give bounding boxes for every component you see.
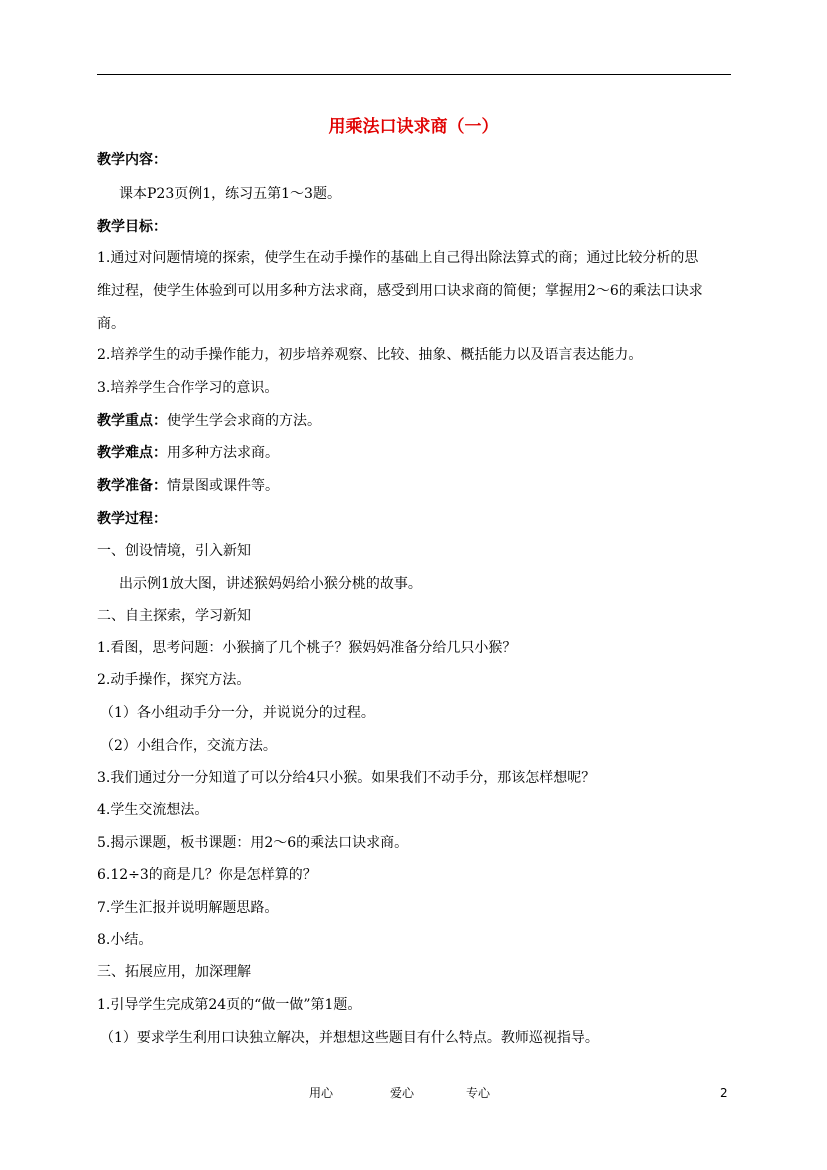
difficulty-point: 教学难点：用多种方法求商。 — [97, 445, 279, 461]
goals-heading: 教学目标： — [97, 219, 167, 235]
step-8: 8.小结。 — [97, 932, 153, 948]
section-3-heading: 三、拓展应用，加深理解 — [97, 964, 251, 980]
content-heading: 教学内容： — [97, 152, 167, 168]
content-text: 课本P23页例1，练习五第1～3题。 — [119, 186, 341, 202]
goal-1-line-1: 1.通过对问题情境的探索，使学生在动手操作的基础上自己得出除法算式的商；通过比较分析的思 — [97, 250, 699, 266]
section-2-heading: 二、自主探索，学习新知 — [97, 608, 251, 624]
step-7: 7.学生汇报并说明解题思路。 — [97, 900, 279, 916]
goal-1-line-2: 维过程，使学生体验到可以用多种方法求商，感受到用口诀求商的简便；掌握用2～6的乘法口诀求 — [97, 283, 703, 299]
preparation: 教学准备：情景图或课件等。 — [97, 478, 279, 494]
process-heading: 教学过程： — [97, 511, 167, 527]
key-point: 教学重点：使学生学会求商的方法。 — [97, 413, 321, 429]
step-2: 2.动手操作，探究方法。 — [97, 672, 251, 688]
step-5: 5.揭示课题，板书课题：用2～6的乘法口诀求商。 — [97, 835, 409, 851]
footer-motto-1: 用心 — [309, 1086, 334, 1100]
goal-2: 2.培养学生的动手操作能力，初步培养观察、比较、抽象、概括能力以及语言表达能力。 — [97, 347, 643, 363]
step-2b: （2）小组合作，交流方法。 — [100, 738, 277, 754]
exercise-1a: （1）要求学生利用口诀独立解决，并想想这些题目有什么特点。教师巡视指导。 — [100, 1030, 599, 1046]
footer-motto-2: 爱心 — [390, 1086, 415, 1100]
section-1-heading: 一、创设情境，引入新知 — [97, 543, 251, 559]
goal-1-line-3: 商。 — [97, 316, 125, 332]
step-4: 4.学生交流想法。 — [97, 802, 209, 818]
goal-3: 3.培养学生合作学习的意识。 — [97, 380, 279, 396]
header-rule — [97, 74, 731, 75]
step-1: 1.看图，思考问题：小猴摘了几个桃子？猴妈妈准备分给几只小猴？ — [97, 640, 517, 656]
page-number: 2 — [720, 1086, 728, 1100]
step-3: 3.我们通过分一分知道了可以分给4只小猴。如果我们不动手分，那该怎样想呢？ — [97, 770, 596, 786]
section-1-text: 出示例1放大图，讲述猴妈妈给小猴分桃的故事。 — [119, 576, 422, 592]
exercise-1: 1.引导学生完成第24页的“做一做”第1题。 — [97, 997, 362, 1013]
footer-motto-3: 专心 — [466, 1086, 491, 1100]
step-6: 6.12÷3的商是几？你是怎样算的？ — [97, 867, 317, 883]
step-2a: （1）各小组动手分一分，并说说分的过程。 — [100, 705, 375, 721]
page-title: 用乘法口诀求商（一） — [328, 117, 499, 137]
